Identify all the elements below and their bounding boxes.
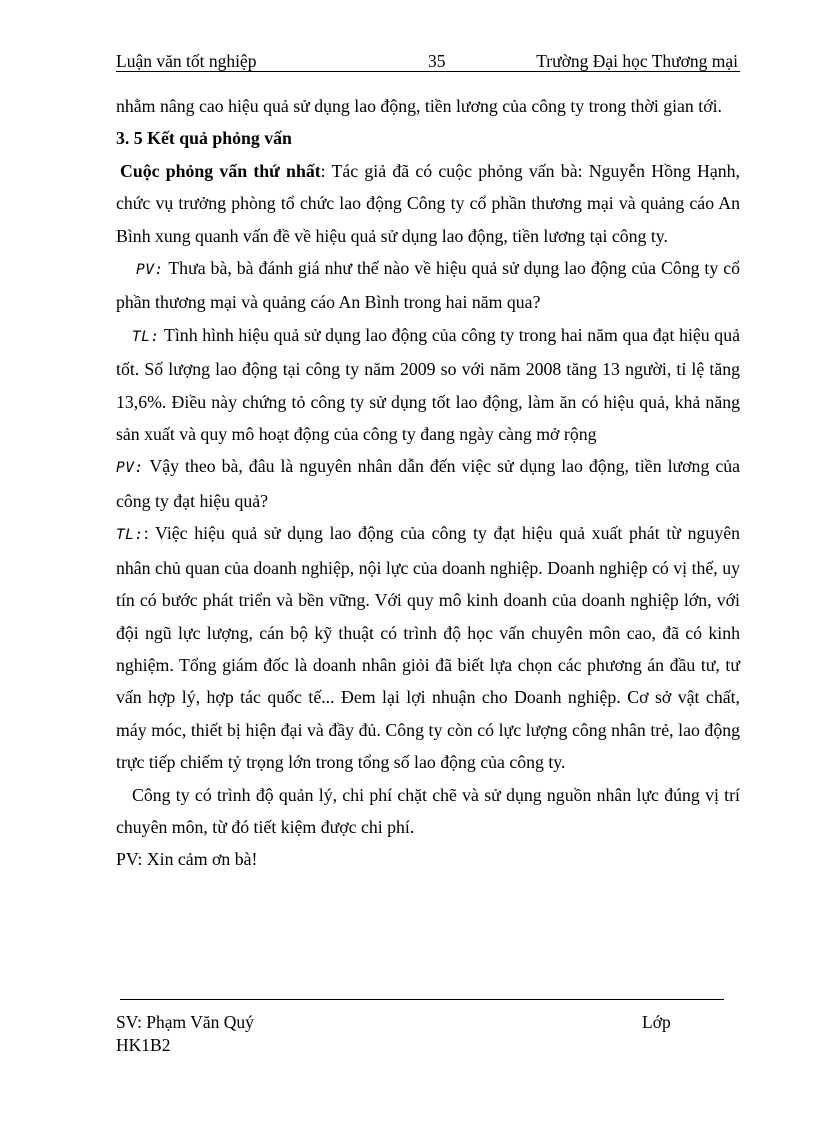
tl-label: TL: — [116, 527, 144, 544]
footer-divider — [120, 999, 724, 1000]
interview-intro-text: : Tác giả đã có cuộc phỏng vấn bà: Nguyễn Hồng Hạnh, chức vụ trưởng phòng tổ chức lao động Công ty cổ phần thương mại và quảng cáo An Bình xung quanh vấn đề về hiệu quả sử dụng lao động, tiền lương tại công ty. — [116, 160, 740, 246]
paragraph-answer-1 — [116, 319, 740, 451]
section-heading: 3. 5 Kết quả phỏng vấn — [116, 128, 292, 149]
tl-label: TL: — [132, 328, 160, 345]
paragraph-interview-intro — [116, 155, 740, 252]
header-thesis-title: Luận văn tốt nghiệp — [116, 51, 257, 71]
footer-student-name: SV: Phạm Văn Quý — [116, 1012, 254, 1032]
footer-class-code: HK1B2 — [116, 1035, 171, 1055]
pv-label: PV: — [116, 460, 144, 477]
pv-label: PV: — [136, 262, 164, 279]
answer-2-text: : Việc hiệu quả sử dụng lao động của công ty đạt hiệu quả xuất phát từ nguyên nhân chủ quan của doanh nghiệp, nội lực của doanh nghiệp. Doanh nghiệp có vị thế, uy tín có bước phát triển và bền vững. Với quy mô kinh doanh của doanh nghiệp lớn, với đội ngũ lực lượng, cán bộ kỹ thuật có trình độ học vấn chuyên môn cao, đã có kinh nghiệm. Tổng giám đốc là doanh nhân giỏi đã biết lựa chọn các phương án đầu tư, tư vấn hợp lý, hợp tác quốc tế... Đem lại lợi nhuận cho Doanh nghiệp. Cơ sở vật chất, máy móc, thiết bị hiện đại và đầy đủ. Công ty còn có lực lượng công nhân trẻ, lao động trực tiếp chiếm tỷ trọng lớn trong tổng số lao động của công ty. — [116, 523, 740, 773]
page-body — [116, 90, 740, 876]
header-university: Trường Đại học Thương mại — [536, 51, 738, 71]
paragraph-answer-2-continued: Công ty có trình độ quản lý, chi phí chặt chẽ và sử dụng nguồn nhân lực đúng vị trí chuyên môn, từ đó tiết kiệm được chi phí. — [116, 784, 740, 837]
paragraph-continuation: nhằm nâng cao hiệu quả sử dụng lao động, tiền lương của công ty trong thời gian tới. — [116, 96, 722, 116]
page-footer — [116, 1011, 740, 1057]
question-1-text: Thưa bà, bà đánh giá như thế nào về hiệu quả sử dụng lao động của Công ty cổ phần thương mại và quảng cáo An Bình trong hai năm qua? — [116, 258, 740, 313]
paragraph-answer-2 — [116, 517, 740, 778]
page-number: 35 — [428, 51, 446, 71]
answer-1-text: Tình hình hiệu quả sử dụng lao động của công ty trong hai năm qua đạt hiệu quả tốt. Số lượng lao động tại công ty năm 2009 so với năm 2008 tăng 13 người, tỉ lệ tăng 13,6%. Điều này chứng tỏ công ty sử dụng tốt lao động, làm ăn có hiệu quả, khả năng sản xuất và quy mô hoạt động của công ty đang ngày càng mở rộng — [116, 324, 740, 445]
paragraph-question-1 — [116, 252, 740, 319]
footer-class-label: Lớp — [642, 1012, 671, 1032]
paragraph-closing: PV: Xin cảm ơn bà! — [116, 849, 258, 870]
question-2-text: Vậy theo bà, đâu là nguyên nhân dẫn đến việc sử dụng lao động, tiền lương của công ty đạt hiệu quả? — [116, 456, 740, 511]
page-header — [116, 49, 740, 72]
paragraph-question-2 — [116, 450, 740, 517]
interview-label: Cuộc phỏng vấn thứ nhất — [120, 160, 321, 181]
